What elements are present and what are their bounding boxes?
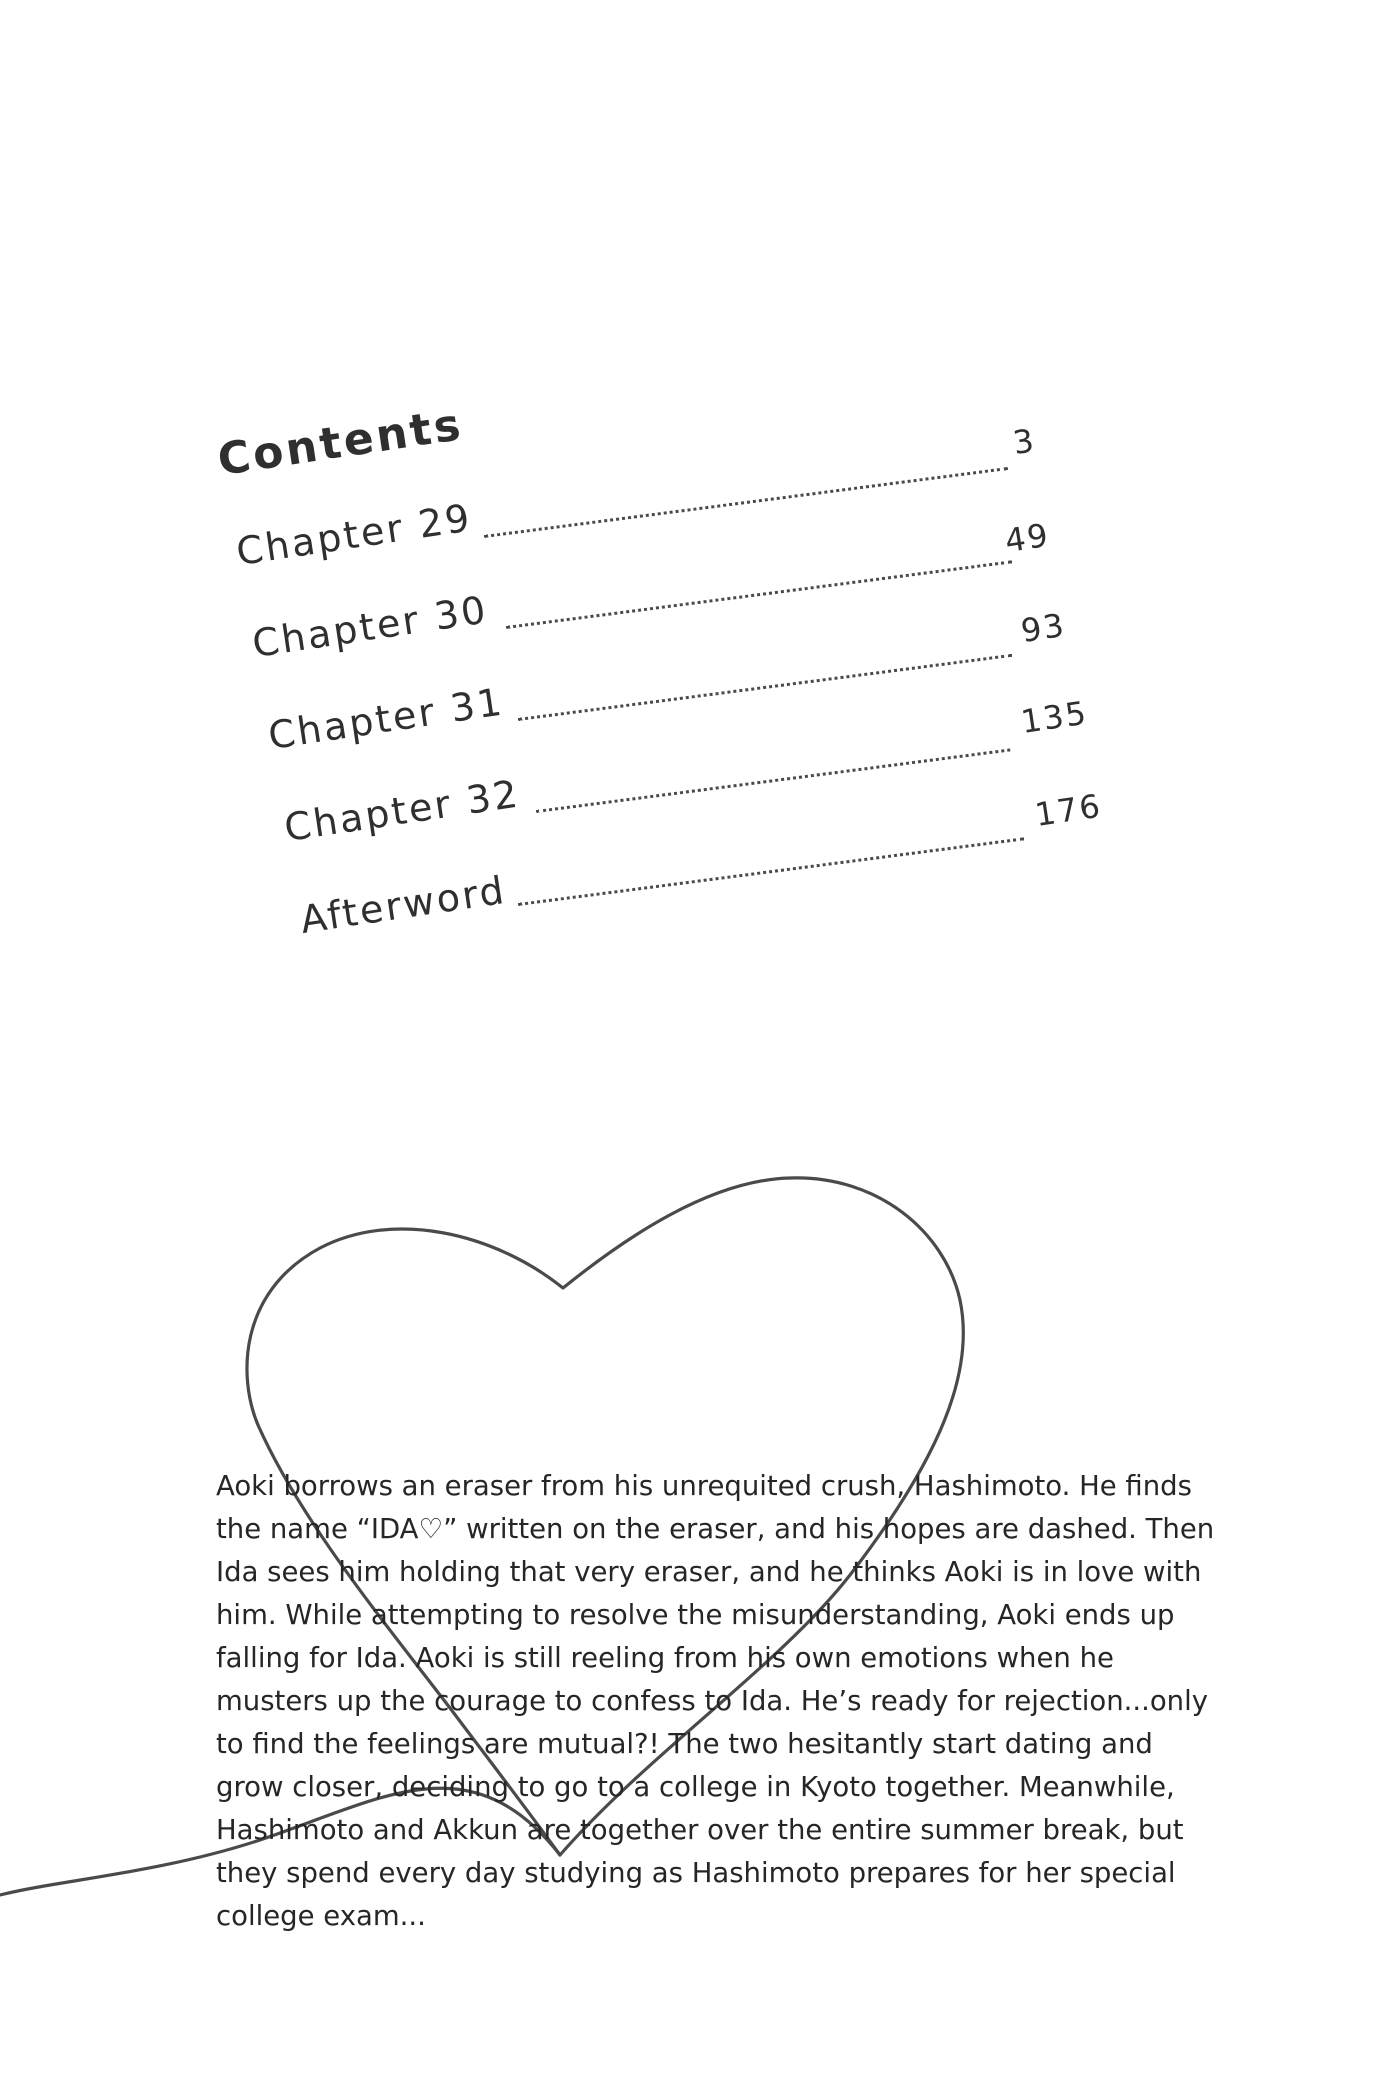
toc-leader-line xyxy=(506,560,1012,629)
table-of-contents xyxy=(0,0,1400,1000)
toc-page-number: 93 xyxy=(1018,605,1069,650)
toc-page-number: 176 xyxy=(1032,786,1105,834)
toc-entry-chapter-31: Chapter 31 xyxy=(265,679,507,758)
toc-page-number: 49 xyxy=(1002,515,1053,560)
toc-entry-chapter-32: Chapter 32 xyxy=(281,771,523,850)
toc-page-number: 3 xyxy=(1010,421,1039,462)
toc-leader-line xyxy=(518,837,1024,906)
synopsis-text: Aoki borrows an eraser from his unrequited crush, Hashimoto. He finds the name “IDA♡” written on the eraser, and his hopes are dashed. Then Ida sees him holding that very eraser, and he thinks Aoki is in love with him. While attempting to resolve the misunderstanding, Aoki ends up falling for Ida. Aoki is still reeling from his own emotions when he musters up the courage to confess to Ida. He’s ready for rejection...only to find the feelings are mutual?! The two hesitantly start dating and grow closer, deciding to go to a college in Kyoto together. Meanwhile, Hashimoto and Akkun are together over the entire summer break, but they spend every day studying as Hashimoto prepares for her special college exam... xyxy=(216,1470,1215,1932)
toc-leader-line xyxy=(484,467,1008,538)
toc-leader-line xyxy=(518,654,1012,721)
toc-leader-line xyxy=(536,748,1010,813)
toc-entry-afterword: Afterword xyxy=(297,867,509,942)
story-synopsis xyxy=(216,1465,1216,1938)
contents-title: Contents xyxy=(214,399,467,486)
toc-entry-chapter-29: Chapter 29 xyxy=(233,495,475,574)
toc-entry-chapter-30: Chapter 30 xyxy=(249,587,491,666)
toc-page-number: 135 xyxy=(1018,693,1091,741)
